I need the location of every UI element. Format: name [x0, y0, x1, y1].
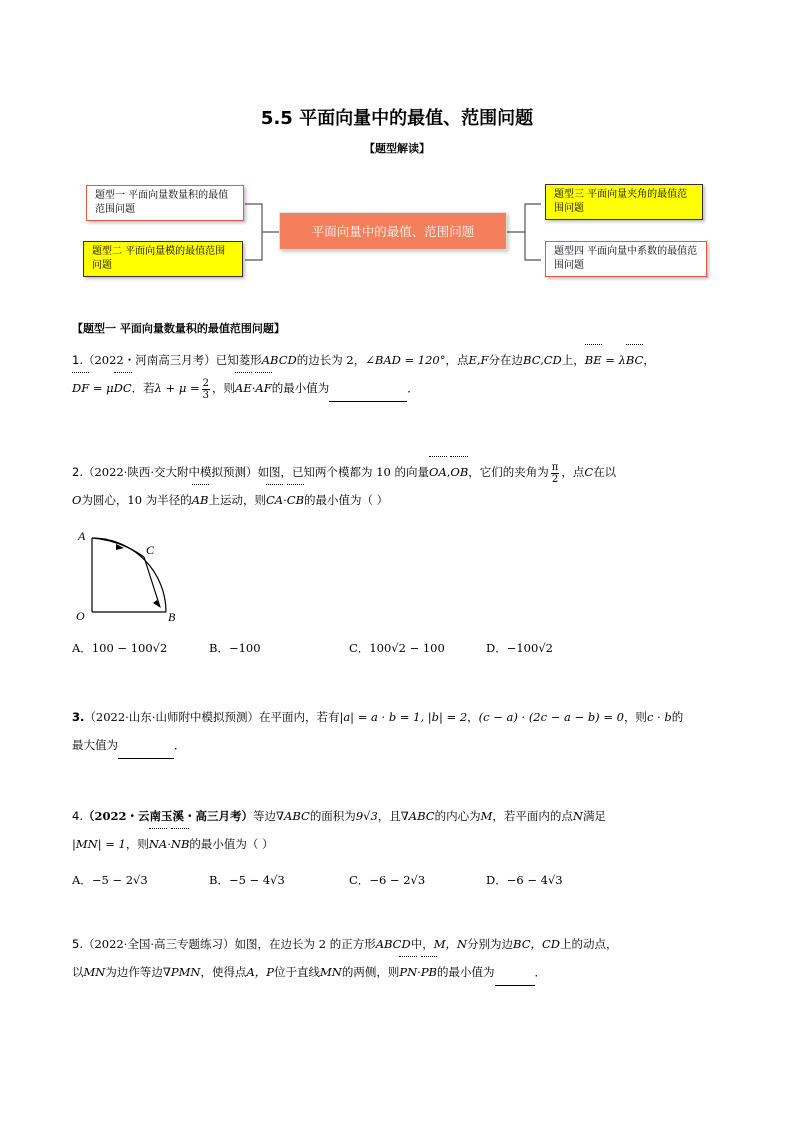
question-5: 5.（2022·全国·高三专题练习）如图，在边长为 2 的正方形ABCD中，M，N分别为边BC，CD上的动点， 以MN为边作等边∇PMN，使得点A，P位于直线MN的两侧，则PN·PB的最小值为 ． [72, 930, 732, 986]
question-3: 3.（2022·山东·山师附中模拟预测）在平面内，若有|a| = a · b = 1, |b| = 2，(c − a) · (2c − a − b) = 0，则c · b的 最大值为 ． [72, 703, 732, 759]
option-c[interactable]: C．100√2 − 100 [349, 641, 445, 655]
option-a[interactable]: A．−5 − 2√3 [72, 873, 148, 887]
option-b[interactable]: B．−100 [209, 641, 261, 655]
mindmap-topic-1: 题型一 平面向量数量积的最值范围问题 [86, 185, 244, 221]
question-2-options [72, 640, 553, 656]
question-2: 2.（2022·陕西·交大附中模拟预测）如图，已知两个模都为 10 的向量OA,OB，它们的夹角为 $\frac{\pi}{2}$ ，点C在以 O为圆心，10 为半径的AB上运动，则CA·CB的最小值为（ ） [72, 458, 732, 514]
question-1: 1.（2022・河南高三月考）已知菱形ABCD的边长为 2，∠BAD = 120°，点E,F分在边BC,CD上，BE = λBC， DF = μDC．若λ + μ = $\frac{2}{3}$ ，则AE·AF的最小值为 ． [72, 346, 732, 402]
section-subtitle: 【题型解读】 [364, 142, 430, 155]
answer-blank-1[interactable] [329, 387, 407, 402]
mindmap-topic-4: 题型四 平面向量中系数的最值范围问题 [545, 241, 707, 277]
fig-label-b: B [168, 610, 176, 624]
option-a[interactable]: A．100 − 100√2 [72, 641, 168, 655]
mindmap-center: 平面向量中的最值、范围问题 [279, 212, 507, 250]
section-heading: 【题型一 平面向量数量积的最值范围问题】 [72, 322, 285, 335]
question-4-options [72, 872, 563, 888]
page-title: 5.5 平面向量中的最值、范围问题 [260, 108, 534, 129]
answer-blank-3[interactable] [118, 744, 174, 759]
fig-label-o: O [76, 609, 85, 623]
option-c[interactable]: C．−6 − 2√3 [349, 873, 426, 887]
fig-label-c: C [146, 543, 155, 557]
option-d[interactable]: D．−100√2 [486, 641, 553, 655]
mindmap-topic-2: 题型二 平面向量模的最值范围问题 [83, 241, 243, 277]
fig-label-a: A [78, 529, 86, 543]
quarter-circle-figure [70, 528, 190, 628]
option-d[interactable]: D．−6 − 4√3 [486, 873, 563, 887]
question-4: 4.（2022・云南玉溪・高三月考）等边∇ABC的面积为9√3，且∇ABC的内心为M，若平面内的点N满足 |MN| = 1，则NA·NB的最小值为（ ） [72, 802, 732, 858]
answer-blank-5[interactable] [495, 971, 535, 986]
mindmap-topic-3: 题型三 平面向量夹角的最值范围问题 [545, 184, 703, 220]
option-b[interactable]: B．−5 − 4√3 [209, 873, 285, 887]
